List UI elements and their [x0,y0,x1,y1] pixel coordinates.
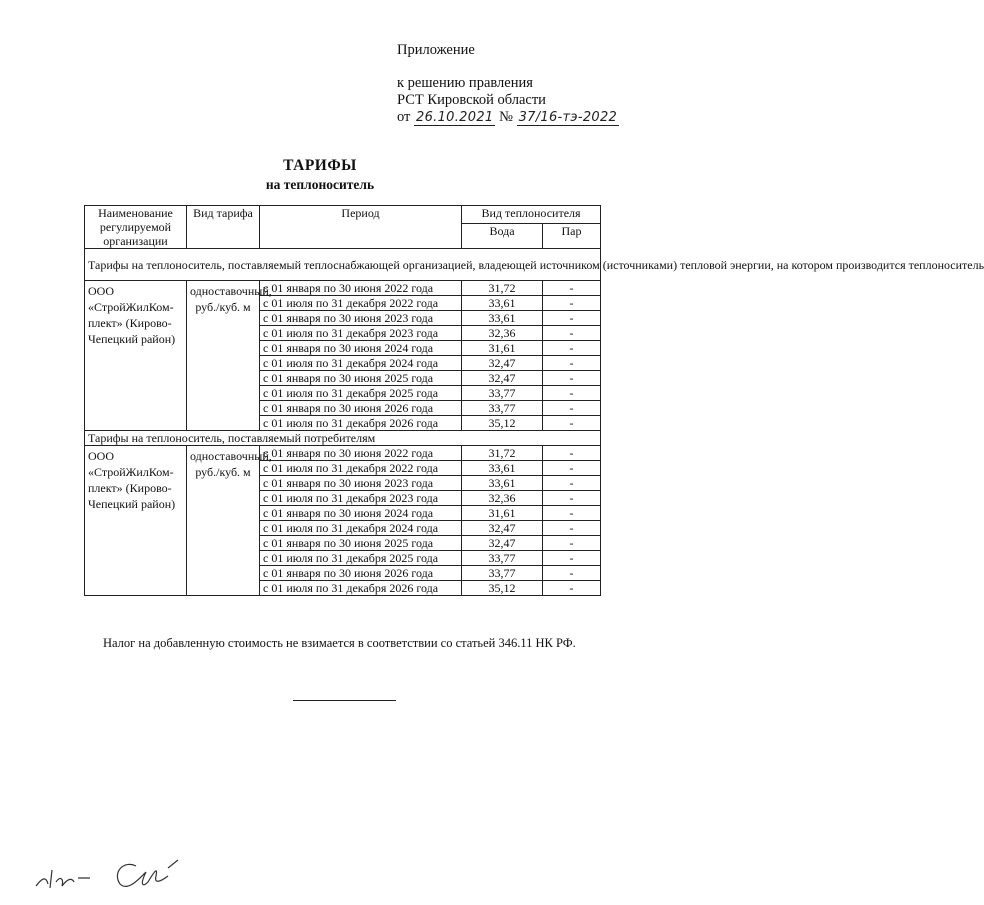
water-value: 32,47 [462,356,543,371]
water-value: 33,77 [462,566,543,581]
appendix-header [397,42,619,126]
steam-value: - [543,536,601,551]
steam-value: - [543,281,601,296]
water-value: 31,61 [462,341,543,356]
period-cell: с 01 июля по 31 декабря 2022 года [260,461,462,476]
organization-name: ООО «СтройЖилКом-плект» (Кирово-Чепецкий район) [85,281,187,431]
tariff-kind: одноставочный, руб./куб. м [187,446,260,596]
water-value: 33,61 [462,296,543,311]
steam-value: - [543,416,601,431]
water-value: 33,77 [462,386,543,401]
steam-value: - [543,551,601,566]
steam-value: - [543,461,601,476]
water-value: 32,47 [462,536,543,551]
period-cell: с 01 июля по 31 декабря 2024 года [260,521,462,536]
steam-value: - [543,296,601,311]
table-row [85,446,601,461]
period-cell: с 01 июля по 31 декабря 2026 года [260,416,462,431]
steam-value: - [543,491,601,506]
water-value: 32,36 [462,491,543,506]
organization-name: ООО «СтройЖилКом-плект» (Кирово-Чепецкий район) [85,446,187,596]
water-value: 35,12 [462,581,543,596]
document-title: ТАРИФЫ [283,157,357,174]
handwritten-signature [28,848,208,898]
water-value: 31,72 [462,281,543,296]
water-value: 32,47 [462,371,543,386]
header-coolant-type: Вид теплоносителя [462,206,601,224]
header-org: Наименование регулируемой организации [85,206,187,249]
decision-date-line [397,109,619,126]
period-cell: с 01 января по 30 июня 2025 года [260,536,462,551]
period-cell: с 01 января по 30 июня 2022 года [260,281,462,296]
tax-note: Налог на добавленную стоимость не взимается в соответствии со статьей 346.11 НК РФ. [103,636,576,650]
steam-value: - [543,326,601,341]
period-cell: с 01 июля по 31 декабря 2022 года [260,296,462,311]
period-cell: с 01 июля по 31 декабря 2023 года [260,491,462,506]
number-prefix: № [499,109,513,125]
water-value: 33,61 [462,311,543,326]
header-period: Период [260,206,462,249]
decision-date: 26.10.2021 [416,110,494,125]
period-cell: с 01 января по 30 июня 2024 года [260,506,462,521]
water-value: 33,77 [462,551,543,566]
period-cell: с 01 января по 30 июня 2024 года [260,341,462,356]
water-value: 32,47 [462,521,543,536]
steam-value: - [543,341,601,356]
steam-value: - [543,371,601,386]
steam-value: - [543,506,601,521]
table-row [85,281,601,296]
period-cell: с 01 января по 30 июня 2026 года [260,566,462,581]
period-cell: с 01 июля по 31 декабря 2025 года [260,551,462,566]
period-cell: с 01 июля по 31 декабря 2025 года [260,386,462,401]
tariff-table [84,205,984,596]
steam-value: - [543,581,601,596]
table-header-row [85,206,601,224]
steam-value: - [543,401,601,416]
period-cell: с 01 июля по 31 декабря 2026 года [260,581,462,596]
decision-number: 37/16-тэ-2022 [518,110,618,125]
period-cell: с 01 января по 30 июня 2026 года [260,401,462,416]
period-cell: с 01 января по 30 июня 2023 года [260,311,462,326]
water-value: 33,61 [462,461,543,476]
water-value: 35,12 [462,416,543,431]
steam-value: - [543,521,601,536]
steam-value: - [543,446,601,461]
appendix-label: Приложение [397,42,475,58]
decision-line-2: РСТ Кировской области [397,92,546,108]
steam-value: - [543,566,601,581]
section-title-row [85,431,601,446]
header-kind: Вид тарифа [187,206,260,249]
steam-value: - [543,386,601,401]
tariff-kind: одноставочный, руб./куб. м [187,281,260,431]
water-value: 31,72 [462,446,543,461]
water-value: 33,61 [462,476,543,491]
water-value: 33,77 [462,401,543,416]
period-cell: с 01 января по 30 июня 2023 года [260,476,462,491]
steam-value: - [543,476,601,491]
water-value: 32,36 [462,326,543,341]
section-title: Тарифы на теплоноситель, поставляемый теплоснабжающей организацией, владеющей источником (источниками) тепловой энергии, на котором производится теплоноситель [85,249,601,281]
period-cell: с 01 января по 30 июня 2022 года [260,446,462,461]
closing-rule [293,700,396,701]
steam-value: - [543,311,601,326]
section-title-row [85,249,601,281]
water-value: 31,61 [462,506,543,521]
steam-value: - [543,356,601,371]
section-title: Тарифы на теплоноситель, поставляемый потребителям [85,431,601,446]
period-cell: с 01 июля по 31 декабря 2024 года [260,356,462,371]
period-cell: с 01 июля по 31 декабря 2023 года [260,326,462,341]
header-water: Вода [462,223,543,248]
date-prefix: от [397,109,411,125]
decision-line-1: к решению правления [397,75,533,91]
header-steam: Пар [543,223,601,248]
document-subtitle: на теплоноситель [265,177,375,192]
period-cell: с 01 января по 30 июня 2025 года [260,371,462,386]
